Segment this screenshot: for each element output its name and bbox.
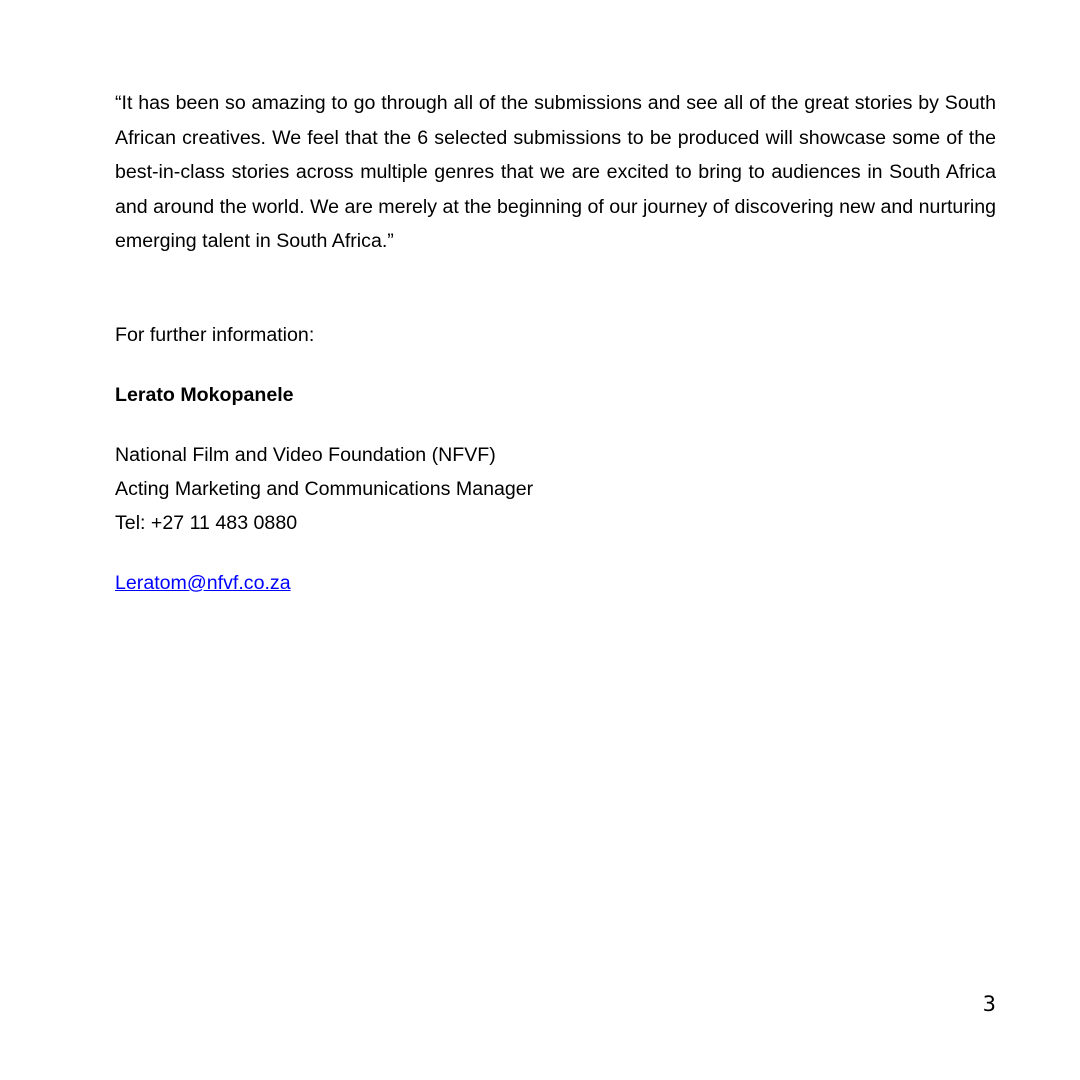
contact-organization: National Film and Video Foundation (NFVF) — [115, 444, 496, 466]
contact-telephone: Tel: +27 11 483 0880 — [115, 512, 298, 534]
contact-email-link[interactable]: Leratom@nfvf.co.za — [115, 572, 291, 594]
further-info-label: For further information: — [115, 324, 315, 346]
page-number: 3 — [982, 992, 996, 1016]
quote-paragraph: “It has been so amazing to go through all of the submissions and see all of the great stories by South African creatives. We feel that the 6 selected submissions to be produced will showcase some of the best-in-class stories across multiple genres that we are excited to bring to audiences in South Africa and around the world. We are merely at the beginning of our journey of discovering new and nurturing emerging talent in South Africa.” — [115, 92, 996, 252]
contact-name: Lerato Mokopanele — [115, 384, 294, 406]
contact-role: Acting Marketing and Communications Manager — [115, 478, 534, 500]
